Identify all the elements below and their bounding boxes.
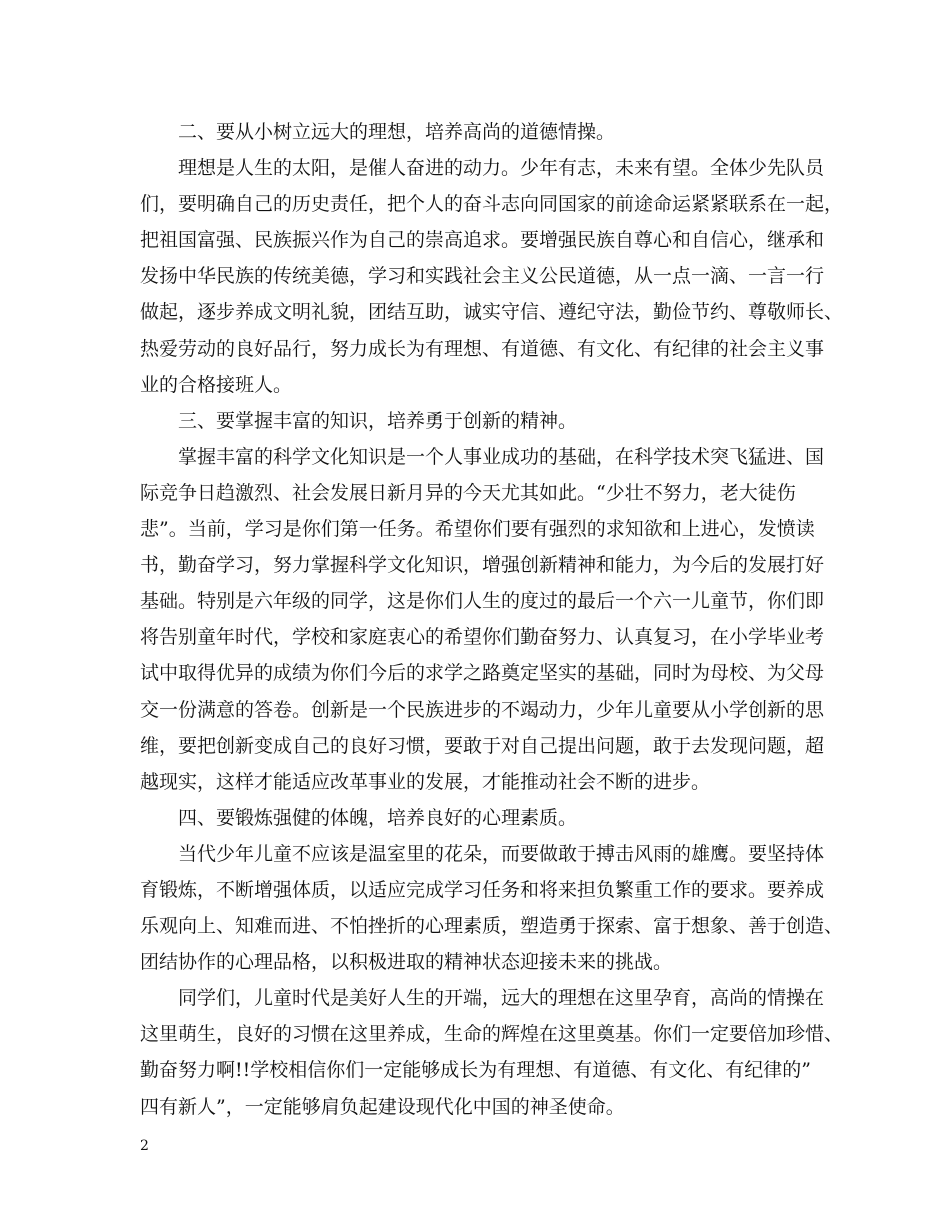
paragraph-line: 们，要明确自己的历史责任，把个人的奋斗志向同国家的前途命运紧紧联系在一起，	[140, 193, 844, 216]
body-text	[140, 114, 844, 1125]
paragraph-line: 际竞争日趋激烈、社会发展日新月异的今天尤其如此。“少壮不努力，老大徒伤	[140, 481, 796, 504]
paragraph-line: 发扬中华民族的传统美德，学习和实践社会主义公民道德，从一点一滴、一言一行	[140, 265, 825, 288]
paragraph-line: 这里萌生，良好的习惯在这里养成，生命的辉煌在这里奠基。你们一定要倍加珍惜、	[140, 1023, 844, 1046]
paragraph-line: 四有新人”，一定能够肩负起建设现代化中国的神圣使命。	[140, 1095, 625, 1118]
paragraph-line: 悲”。当前，学习是你们第一任务。希望你们要有强烈的求知欲和上进心，发愤读	[140, 518, 815, 541]
paragraph-line: 同学们，儿童时代是美好人生的开端，远大的理想在这里孕育，高尚的情操在	[178, 987, 825, 1010]
paragraph-line: 理想是人生的太阳，是催人奋进的动力。少年有志，未来有望。全体少先队员	[178, 157, 825, 180]
paragraph-line: 掌握丰富的科学文化知识是一个人事业成功的基础，在科学技术突飞猛进、国	[178, 445, 825, 468]
paragraph-line: 书，勤奋学习，努力掌握科学文化知识，增强创新精神和能力，为今后的发展打好	[140, 554, 825, 577]
paragraph-line: 试中取得优异的成绩为你们今后的求学之路奠定坚实的基础，同时为母校、为父母	[140, 662, 825, 685]
section-heading-4: 四、要锻炼强健的体魄，培养良好的心理素质。	[178, 806, 578, 829]
page-number: 2	[140, 1138, 149, 1154]
paragraph-line: 做起，逐步养成文明礼貌，团结互助，诚实守信、遵纪守法，勤俭节约、尊敬师长、	[140, 301, 844, 324]
paragraph-line: 把祖国富强、民族振兴作为自己的崇高追求。要增强民族自尊心和自信心，继承和	[140, 229, 825, 252]
section-heading-2: 二、要从小树立远大的理想，培养高尚的道德情操。	[178, 121, 616, 143]
paragraph-line: 业的合格接班人。	[140, 373, 293, 396]
paragraph-line: 将告别童年时代，学校和家庭衷心的希望你们勤奋努力、认真复习，在小学毕业考	[140, 626, 825, 649]
paragraph-line: 交一份满意的答卷。创新是一个民族进步的不竭动力，少年儿童要从小学创新的思	[140, 698, 825, 721]
paragraph-line: 育锻炼，不断增强体质，以适应完成学习任务和将来担负繁重工作的要求。要养成	[140, 878, 825, 901]
paragraph-line: 勤奋努力啊!!学校相信你们一定能够成长为有理想、有道德、有文化、有纪律的”	[140, 1059, 811, 1082]
paragraph-line: 维，要把创新变成自己的良好习惯，要敢于对自己提出问题，敢于去发现问题，超	[140, 734, 825, 757]
paragraph-line: 团结协作的心理品格，以积极进取的精神状态迎接未来的挑战。	[140, 951, 673, 974]
paragraph-line: 越现实，这样才能适应改革事业的发展，才能推动社会不断的进步。	[140, 770, 711, 793]
paragraph-line: 基础。特别是六年级的同学，这是你们人生的度过的最后一个六一儿童节，你们即	[140, 590, 825, 613]
section-heading-3: 三、要掌握丰富的知识，培养勇于创新的精神。	[178, 409, 578, 432]
paragraph-line: 热爱劳动的良好品行，努力成长为有理想、有道德、有文化、有纪律的社会主义事	[140, 337, 825, 360]
paragraph-line: 当代少年儿童不应该是温室里的花朵，而要做敢于搏击风雨的雄鹰。要坚持体	[178, 842, 825, 865]
paragraph-line: 乐观向上、知难而进、不怕挫折的心理素质，塑造勇于探索、富于想象、善于创造、	[140, 915, 844, 938]
